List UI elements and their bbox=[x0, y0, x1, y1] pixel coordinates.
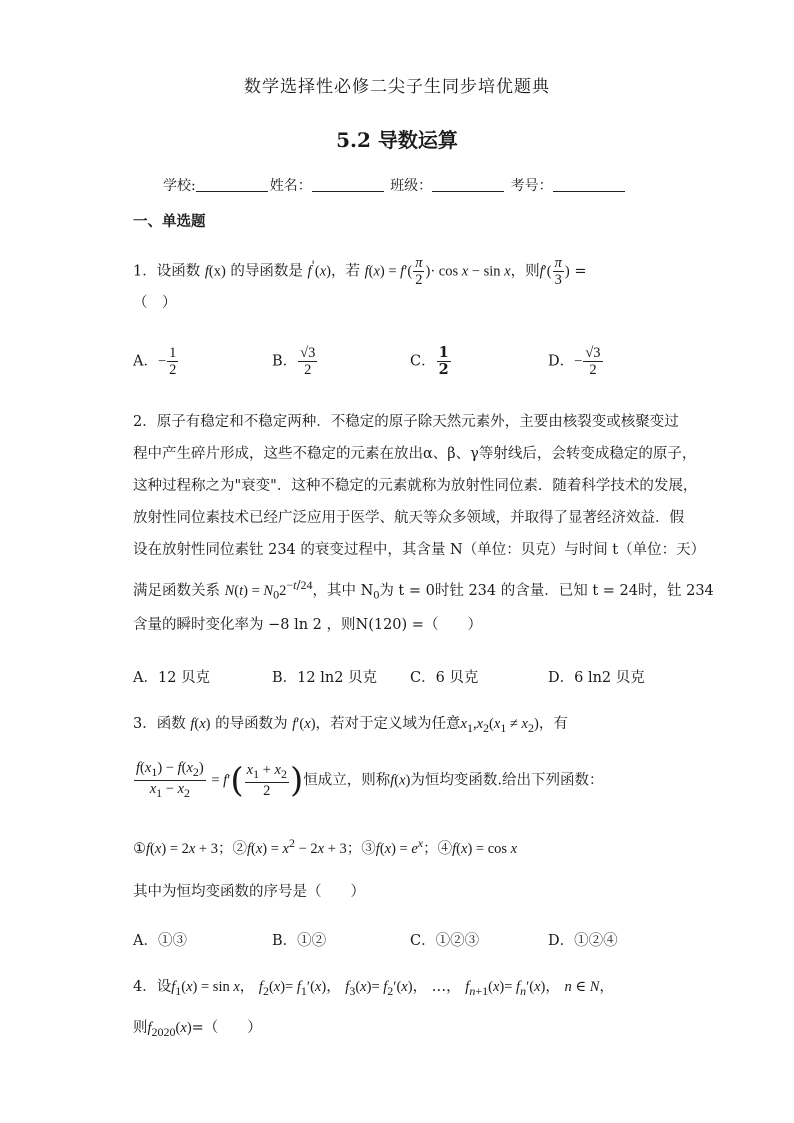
student-info-line bbox=[163, 175, 627, 195]
name-label: 姓名： bbox=[269, 178, 312, 194]
question-3-line-1: 3．函数 f(x) 的导函数为 f′(x)，若对于定义域为任意$x_1,x_2(x_1 \ne x_2)$，有 bbox=[133, 716, 568, 735]
question-2-option-b[interactable]: B．12 ln2 贝克 bbox=[272, 670, 378, 686]
name-blank[interactable] bbox=[312, 177, 384, 192]
question-3-option-c[interactable]: C．①②③ bbox=[410, 933, 480, 949]
question-2-line-5: 设在放射性同位素钍 234 的衰变过程中，其含量 N（单位：贝克）与时间 t（单位：天） bbox=[133, 542, 706, 558]
question-1-option-d[interactable]: D．− $\frac{√3}{2}$ bbox=[548, 345, 601, 378]
question-2-option-d[interactable]: D．6 ln2 贝克 bbox=[548, 670, 645, 686]
question-3-line-2: $\frac{f(x_1) - f(x_2)}{x_1 - x_2}$ = f′( $\frac{x_1 + x_2}{2}$ )恒成立，则称f(x)为恒均变函数.给出下列函数： bbox=[136, 760, 604, 801]
question-3-option-d[interactable]: D．①②④ bbox=[548, 933, 618, 949]
question-3-option-b[interactable]: B．①② bbox=[272, 933, 327, 949]
question-2-line-2: 程中产生碎片形成，这些不稳定的元素在放出α、β、γ等射线后，会转变成稳定的原子， bbox=[133, 446, 697, 462]
question-1-option-a[interactable]: A．− $\frac{1}{2}$ bbox=[133, 345, 177, 378]
question-1-option-c[interactable]: C． $\frac{1}{2}$ bbox=[410, 344, 449, 378]
question-1-stem: 1．设函数 f(x) 的导函数是 f'(x)，若 f(x) = f′( $\frac{\pi}{2}$ )· cos x − sin x，则f′( $\frac{\pi}{3}$ ) = bbox=[133, 255, 587, 288]
question-1-paren: （ ） bbox=[133, 295, 177, 311]
question-2-line-3: 这种过程称之为"衰变"．这种不稳定的元素就称为放射性同位素．随着科学技术的发展， bbox=[133, 478, 698, 494]
question-3-question: 其中为恒均变函数的序号是（ ） bbox=[133, 884, 365, 900]
school-label: 学校: bbox=[163, 178, 196, 194]
question-2-line-6: 满足函数关系 $N(t) = N_02^{-t/24}$，其中 $N_0$为 t = 0时钍 234 的含量．已知 t = 24时，钍 234 bbox=[133, 578, 714, 602]
question-2-line-4: 放射性同位素技术已经广泛应用于医学、航天等众多领域，并取得了显著经济效益．假 bbox=[133, 510, 684, 526]
question-3-functions: ①f(x) = 2x + 3；②f(x) = $x^2 - 2x + 3$；③f(x) = $e^x$；④f(x) = cos x bbox=[133, 836, 518, 857]
question-2-option-c[interactable]: C．6 贝克 bbox=[410, 670, 479, 686]
question-3-option-a[interactable]: A．①③ bbox=[133, 933, 187, 949]
school-blank[interactable] bbox=[196, 177, 268, 192]
series-subtitle: 数学选择性必修二尖子生同步培优题典 bbox=[244, 77, 550, 97]
question-4-line-1: 4．设$f_1(x) = \sin x$， $f_2(x)= f_1'(x)$， $f_3(x)= f_2'(x)$， …， $f_{n+1}(x)= f_n'(x)$， n ∈ N， bbox=[133, 979, 614, 998]
question-2-option-a[interactable]: A．12 贝克 bbox=[133, 670, 211, 686]
class-label: 班级： bbox=[390, 178, 433, 194]
exam-number-label: 考号： bbox=[510, 178, 553, 194]
question-2-line-7: 含量的瞬时变化率为 −8 ln 2 ，则N(120) =（ ） bbox=[133, 617, 482, 633]
class-blank[interactable] bbox=[432, 177, 504, 192]
exam-number-blank[interactable] bbox=[553, 177, 625, 192]
question-2-line-1: 2．原子有稳定和不稳定两种．不稳定的原子除天然元素外，主要由核裂变或核聚变过 bbox=[133, 414, 679, 430]
question-4-line-2: 则$f_{2020}(x)=$（ ） bbox=[133, 1020, 262, 1039]
page-title: 5.2 导数运算 bbox=[336, 128, 458, 152]
section-heading: 一、单选题 bbox=[133, 213, 206, 230]
question-1-option-b[interactable]: B． $\frac{√3}{2}$ bbox=[272, 345, 316, 378]
